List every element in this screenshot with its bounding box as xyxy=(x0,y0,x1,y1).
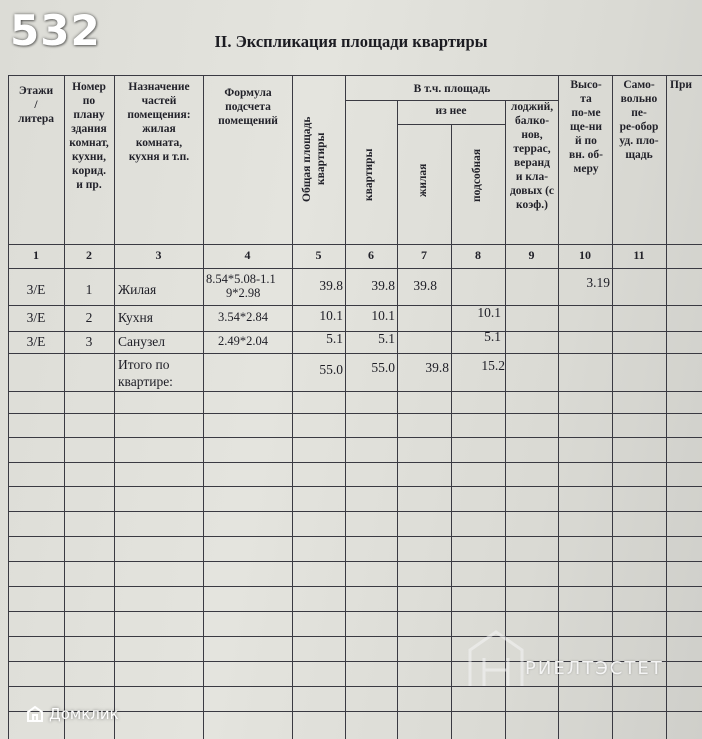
table-rule-col xyxy=(203,75,204,739)
column-number: 11 xyxy=(633,248,645,262)
cell-floor: 3/Е xyxy=(26,282,46,297)
total-area-sum: 55.0 xyxy=(319,362,343,377)
table-rule-col xyxy=(397,100,398,739)
header-total-area: Общая площадь квартиры xyxy=(301,116,327,202)
header-room-number: Номер по плану здания комнат, кухни, корид. и пр. xyxy=(69,81,109,191)
cell-purpose: Санузел xyxy=(118,334,166,349)
living-area-sum: 39.8 xyxy=(425,360,449,375)
table-rule-row xyxy=(8,353,702,354)
cell-height: 3.19 xyxy=(586,275,610,290)
realty-watermark-text: РИЕЛТЭСТЕТ xyxy=(525,658,664,679)
table-rule-col xyxy=(8,75,9,739)
header-unauthorized: Само- вольно пе- ре-обор уд. пло- щадь xyxy=(619,79,659,161)
cell-formula: 2.49*2.04 xyxy=(218,334,268,348)
column-number: 7 xyxy=(421,248,427,262)
column-number: 3 xyxy=(155,248,162,262)
header-group-area: В т.ч. площадь xyxy=(413,83,491,95)
apartment-area-sum: 55.0 xyxy=(371,360,395,375)
cell-formula: 8.54*5.08-1.1 9*2.98 xyxy=(206,272,276,300)
cell-floor: 3/Е xyxy=(26,334,46,349)
cell-apartment-area: 5.1 xyxy=(378,331,395,346)
header-auxiliary-area: подсобная xyxy=(471,148,483,202)
header-apartment-area: квартиры xyxy=(363,148,375,202)
column-number: 10 xyxy=(579,248,591,262)
table-rule-row xyxy=(8,561,702,562)
cell-purpose: Кухня xyxy=(118,310,153,325)
table-rule-row xyxy=(8,586,702,587)
table-rule-col xyxy=(64,75,65,739)
header-formula: Формула подсчета помещений xyxy=(218,87,278,127)
cell-room-number: 1 xyxy=(85,282,93,297)
table-rule-col xyxy=(451,124,452,739)
cell-room-number: 3 xyxy=(85,334,93,349)
table-rule-top xyxy=(8,75,702,76)
table-rule-col xyxy=(345,75,346,739)
auxiliary-area-sum: 15.2 xyxy=(481,358,505,373)
house-icon xyxy=(26,705,44,723)
cell-total-area: 39.8 xyxy=(319,278,343,293)
cell-floor: 3/Е xyxy=(26,310,46,325)
cell-total-area: 5.1 xyxy=(326,331,343,346)
cell-total-area: 10.1 xyxy=(319,308,343,323)
cell-room-number: 2 xyxy=(85,310,93,325)
cell-apartment-area: 39.8 xyxy=(371,278,395,293)
cell-purpose: Жилая xyxy=(118,282,157,297)
column-number: 1 xyxy=(33,248,39,262)
column-number: 6 xyxy=(368,248,374,262)
totals-label: Итого по квартире: xyxy=(118,357,173,389)
document-title: II. Экспликация площади квартиры xyxy=(214,32,488,51)
table-rule-col xyxy=(114,75,115,739)
column-number: 4 xyxy=(244,248,251,262)
cell-auxiliary-area: 10.1 xyxy=(477,305,501,320)
table-rule-row xyxy=(8,462,702,463)
column-number: 2 xyxy=(86,248,92,262)
header-group-of-which: из нее xyxy=(435,105,467,117)
domclick-brand xyxy=(26,700,119,728)
table-rule-row xyxy=(8,305,702,306)
table-rule-row xyxy=(8,437,702,438)
table-rule-header-bottom xyxy=(8,244,702,245)
cell-auxiliary-area: 5.1 xyxy=(484,329,501,344)
table-rule-row xyxy=(8,413,702,414)
table-rule-row xyxy=(8,486,702,487)
table-rule-row xyxy=(8,536,702,537)
column-number: 5 xyxy=(315,248,322,262)
column-number: 9 xyxy=(528,248,535,262)
header-living-area: жилая xyxy=(417,163,429,197)
header-note: При xyxy=(670,79,692,91)
table-rule-row xyxy=(8,511,702,512)
header-height: Высо- та по-ме ще-ни й по вн. об- меру xyxy=(569,79,603,175)
table-rule-numbers-bottom xyxy=(8,268,702,269)
table-rule-row xyxy=(8,391,702,392)
listing-number-badge: 532 xyxy=(10,6,101,55)
header-floor: Этажи / литера xyxy=(18,85,54,125)
cell-formula: 3.54*2.84 xyxy=(218,310,268,324)
table-rule-row xyxy=(8,611,702,612)
header-purpose: Назначение частей помещения: жилая комната, кухня и т.п. xyxy=(127,81,191,163)
domclick-label: Домклик xyxy=(49,705,119,723)
cell-living-area: 39.8 xyxy=(413,278,437,293)
cell-apartment-area: 10.1 xyxy=(371,308,395,323)
header-loggias: лоджий, балко- нов, террас, веранд и кла- довых (с коэф.) xyxy=(509,101,555,211)
table-rule-col xyxy=(292,75,293,739)
column-number: 8 xyxy=(475,248,481,262)
